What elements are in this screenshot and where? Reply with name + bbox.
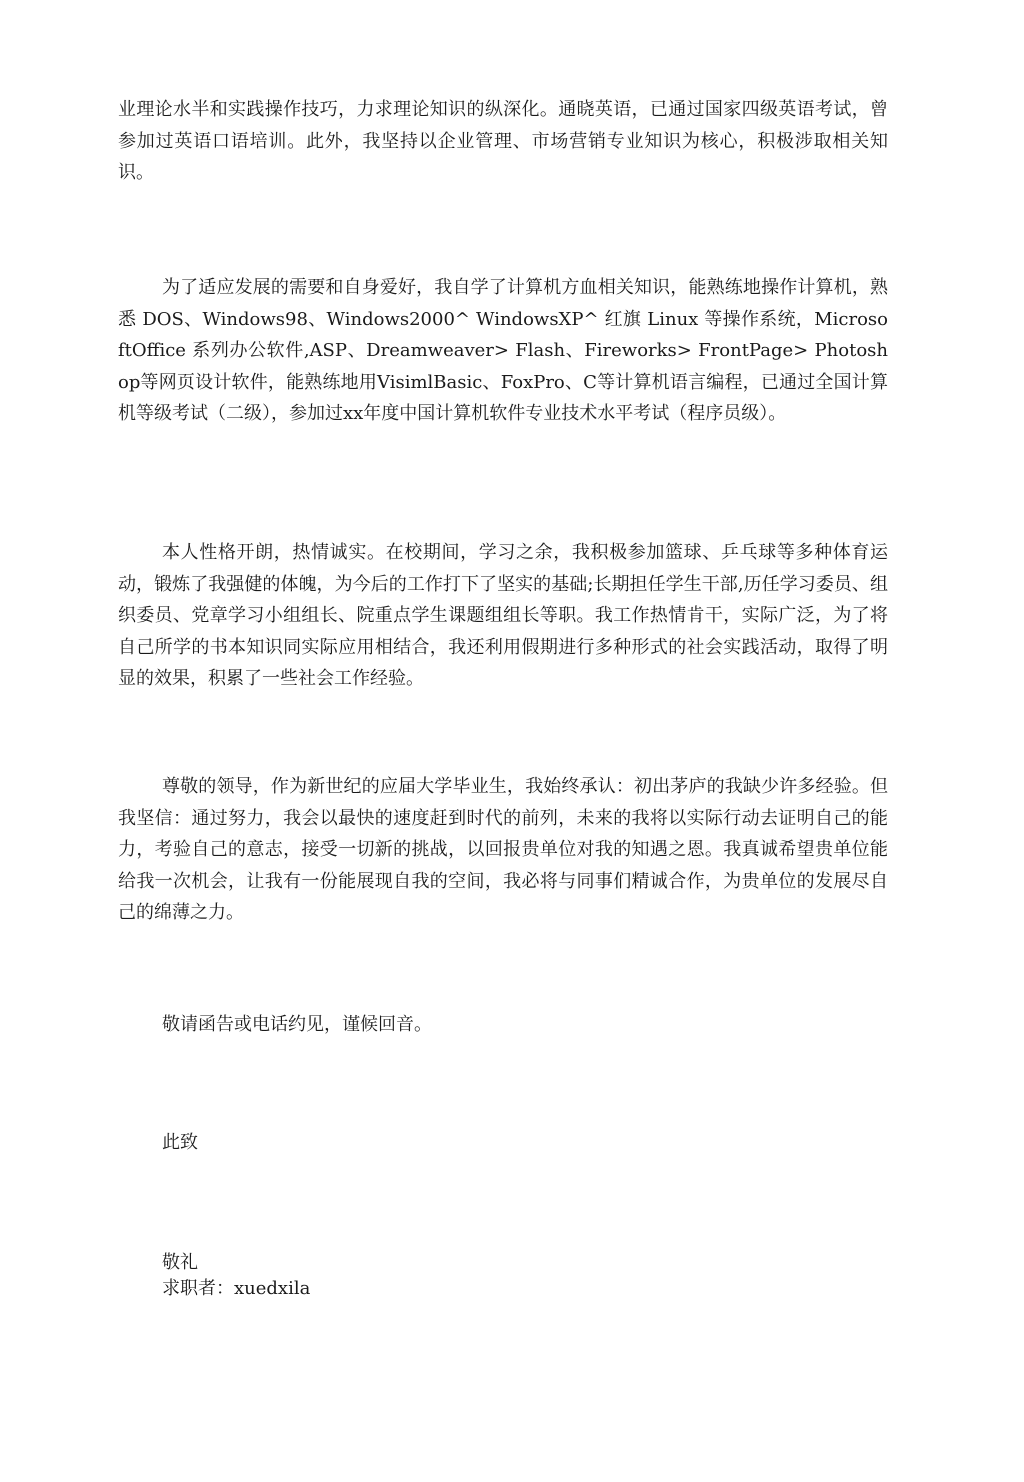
closing-request: 敬请函告或电话约见，谨候回音。	[162, 1014, 432, 1035]
paragraph-skills-english: 业理论水半和实践操作技巧，力求理论知识的纵深化。通晓英语，已通过国家四级英语考试，曾参加过英语口语培训。此外，我坚持以企业管理、市场营销专业知识为核心，积极涉取相关知识。	[118, 99, 888, 183]
paragraph-personality: 本人性格开朗，热情诚实。在校期间，学习之余，我积极参加篮球、乒乓球等多种体育运动，锻炼了我强健的体魄，为今后的工作打下了坚实的基础;长期担任学生干部,历任学习委员、组织委员、党章学习小组组长、院重点学生课题组组长等职。我工作热情肯干，实际广泛，为了将自己所学的书本知识同实际应用相结合，我还利用假期进行多种形式的社会实践活动，取得了明显的效果，积累了一些社会工作经验。	[118, 542, 888, 689]
paragraph-computer-skills: 为了适应发展的需要和自身爱好，我自学了计算机方血相关知识，能熟练地操作计算机，熟悉 DOS、Windows98、Windows2000^ WindowsXP^ 红旗 Linux 等操作系统，MicrosoftOffice 系列办公软件,ASP、Dreamweaver> Flash、Fireworks> FrontPage> Photoshop等网页设计软件，能熟练地用VisimlBasic、FoxPro、C等计算机语言编程，已通过全国计算机等级考试（二级），参加过xx年度中国计算机软件专业技术水平考试（程序员级）。	[118, 277, 888, 424]
salutation-cizhi: 此致	[162, 1132, 198, 1153]
salutation-jingli: 敬礼	[162, 1252, 198, 1273]
signature: 求职者：xuedxila	[162, 1278, 311, 1299]
paragraph-closing-statement: 尊敬的领导，作为新世纪的应届大学毕业生，我始终承认：初出茅庐的我缺少许多经验。但我坚信：通过努力，我会以最快的速度赶到时代的前列，未来的我将以实际行动去证明自己的能力，考验自己的意志，接受一切新的挑战，以回报贵单位对我的知遇之恩。我真诚希望贵单位能给我一次机会，让我有一份能展现自我的空间，我必将与同事们精诚合作，为贵单位的发展尽自己的绵薄之力。	[118, 776, 888, 923]
